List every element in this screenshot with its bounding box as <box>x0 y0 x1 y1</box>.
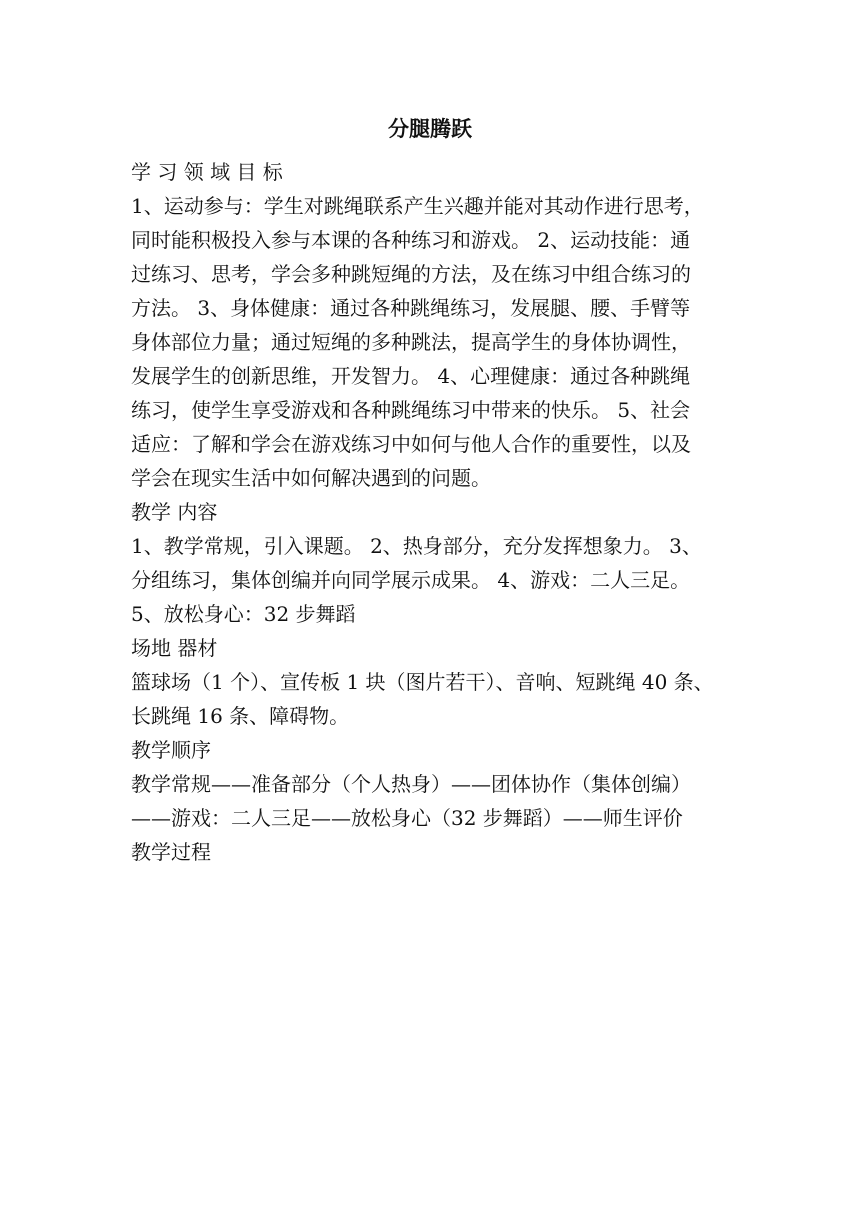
section-heading-objectives: 学 习 领 域 目 标 <box>131 160 283 184</box>
text-line: 练习，使学生享受游戏和各种跳绳练习中带来的快乐。 5、社会 <box>131 398 691 422</box>
text-line: 过练习、思考，学会多种跳短绳的方法，及在练习中组合练习的 <box>131 262 691 286</box>
text-line: 长跳绳 16 条、障碍物。 <box>131 704 350 728</box>
document-title: 分腿腾跃 <box>388 117 472 141</box>
document-body <box>131 155 731 869</box>
section-text-content <box>131 529 731 631</box>
text-line: 5、放松身心：32 步舞蹈 <box>131 602 356 626</box>
text-line: 学会在现实生活中如何解决遇到的问题。 <box>131 466 491 490</box>
text-line: 适应：了解和学会在游戏练习中如何与他人合作的重要性，以及 <box>131 432 691 456</box>
text-line: 分组练习，集体创编并向同学展示成果。 4、游戏：二人三足。 <box>131 568 691 592</box>
section-heading-equipment: 场地 器材 <box>131 636 218 660</box>
section-text-equipment <box>131 665 731 733</box>
text-line: 发展学生的创新思维，开发智力。 4、心理健康：通过各种跳绳 <box>131 364 691 388</box>
text-line: 1、运动参与：学生对跳绳联系产生兴趣并能对其动作进行思考， <box>131 194 704 218</box>
text-line: 同时能积极投入参与本课的各种练习和游戏。 2、运动技能：通 <box>131 228 691 252</box>
section-heading-content: 教学 内容 <box>131 500 218 524</box>
section-text-sequence <box>131 767 731 835</box>
section-heading-sequence: 教学顺序 <box>131 738 211 762</box>
section-heading-process: 教学过程 <box>131 840 211 864</box>
text-line: 篮球场（1 个）、宣传板 1 块（图片若干）、音响、短跳绳 40 条、 <box>131 670 714 694</box>
section-text-objectives <box>131 189 731 495</box>
text-line: 教学常规——准备部分（个人热身）——团体协作（集体创编） <box>131 772 691 796</box>
text-line: 1、教学常规，引入课题。 2、热身部分，充分发挥想象力。 3、 <box>131 534 702 558</box>
text-line: ——游戏：二人三足——放松身心（32 步舞蹈）——师生评价 <box>131 806 683 830</box>
text-line: 身体部位力量；通过短绳的多种跳法，提高学生的身体协调性， <box>131 330 691 354</box>
text-line: 方法。 3、身体健康：通过各种跳绳练习，发展腿、腰、手臂等 <box>131 296 691 320</box>
